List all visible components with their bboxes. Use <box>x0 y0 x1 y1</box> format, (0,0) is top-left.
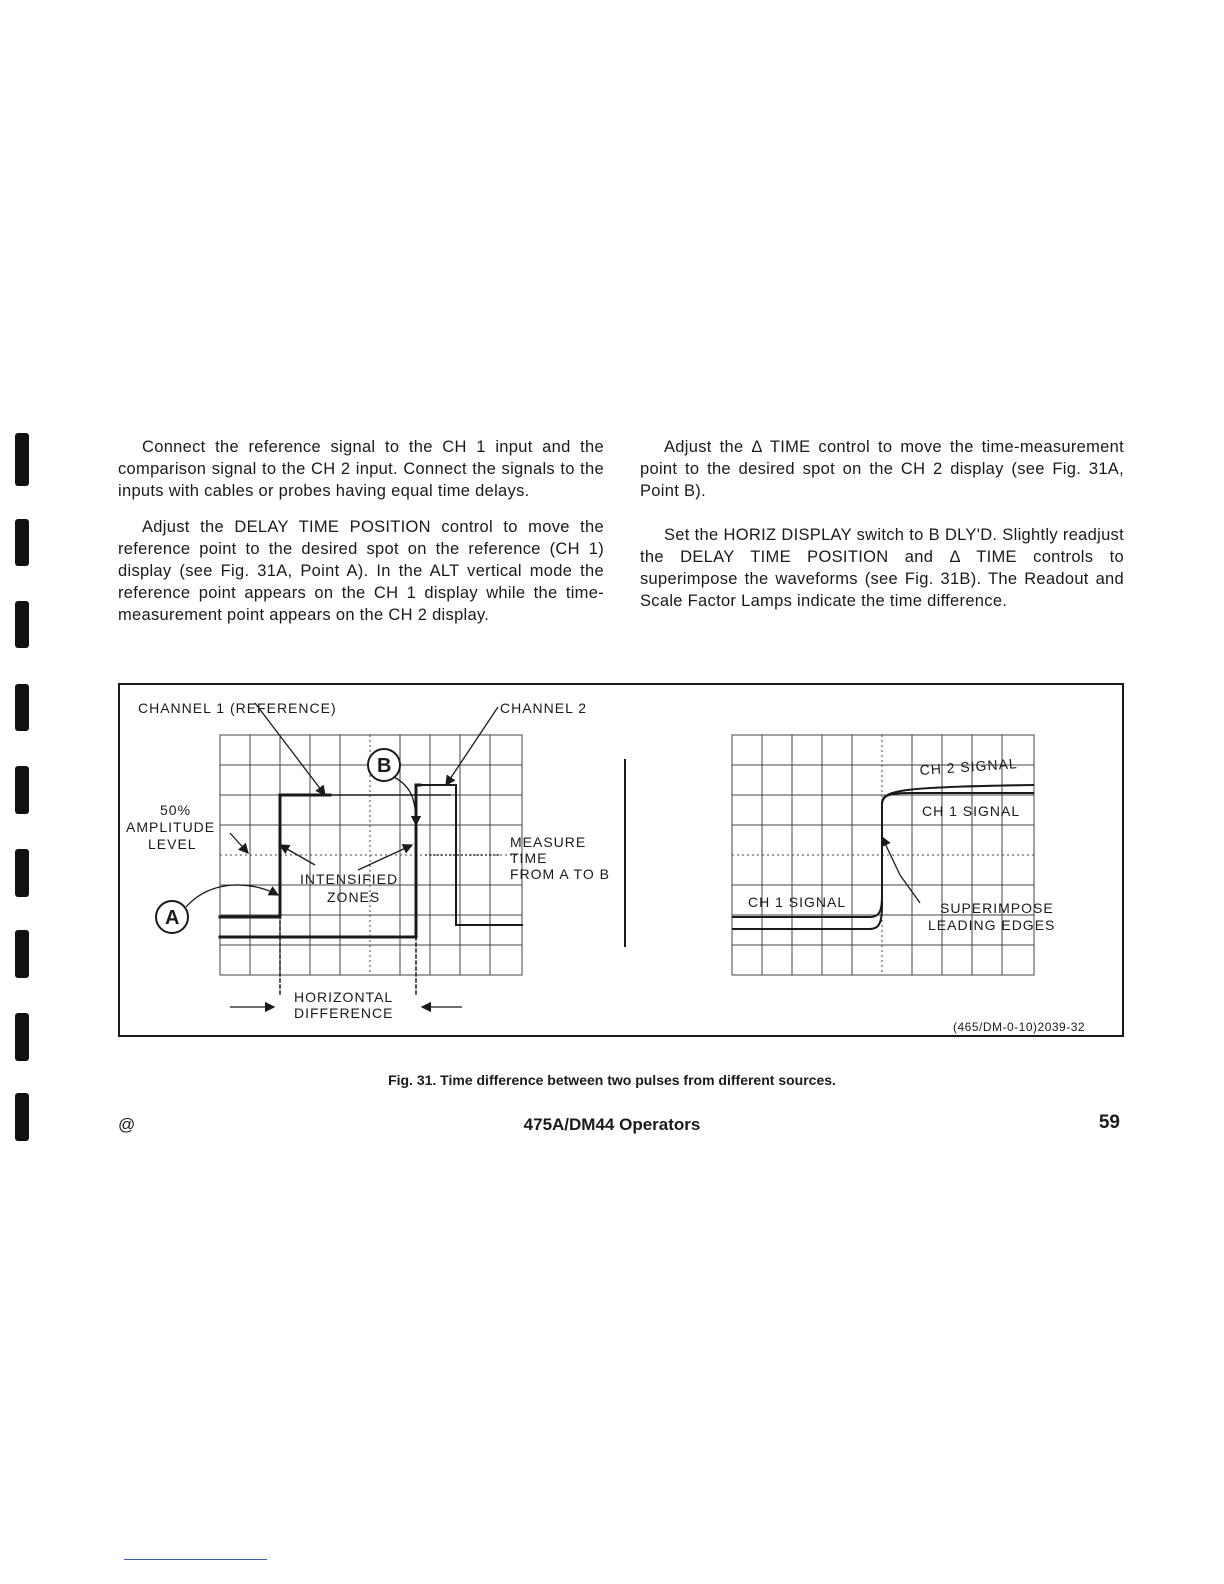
binder-mark <box>15 1013 29 1061</box>
ch1-signal-bottom-label: CH 1 SIGNAL <box>748 894 847 910</box>
amplitude-label-2: AMPLITUDE <box>126 819 216 835</box>
paragraph: Connect the reference signal to the CH 1 input and the comparison signal to the CH 2 input. Connect the signals to the inputs with cables or probes having equal time delays. <box>118 438 604 500</box>
intensified-label-1: INTENSIFIED <box>300 871 399 887</box>
measure-label-3: FROM A TO B <box>510 866 610 882</box>
footer-title: 475A/DM44 Operators <box>523 1115 701 1134</box>
horizontal-label-2: DIFFERENCE <box>294 1005 394 1021</box>
amplitude-label-1: 50% <box>160 802 192 818</box>
figure-caption: Fig. 31. Time difference between two pulses from different sources. <box>388 1072 836 1088</box>
horizontal-label-1: HORIZONTAL <box>294 989 394 1005</box>
figure-svg <box>120 685 1126 1039</box>
paragraph: Set the HORIZ DISPLAY switch to B DLY'D. Slightly readjust the DELAY TIME POSITION and Δ TIME controls to superimpose the waveforms (see Fig. 31B). The Readout and Scale Factor Lamps indicate the time difference. <box>640 526 1124 610</box>
binder-mark <box>15 601 29 648</box>
paragraph: Adjust the Δ TIME control to move the time-measurement point to the desired spot on the CH 2 display (see Fig. 31A, Point B). <box>640 438 1124 500</box>
page-number: 59 <box>1098 1112 1120 1133</box>
measure-label-2: TIME <box>510 850 548 866</box>
binder-mark <box>15 766 29 814</box>
intensified-label-2: ZONES <box>327 889 381 905</box>
left-column <box>118 436 604 640</box>
ch2-signal-label: CH 2 SIGNAL <box>919 755 1019 778</box>
figure-31 <box>118 683 1124 1037</box>
point-b-label: B <box>377 755 392 777</box>
channel1-trace <box>220 795 330 917</box>
ch1-signal-top-label: CH 1 SIGNAL <box>922 803 1021 819</box>
superimpose-label-2: LEADING EDGES <box>928 917 1056 933</box>
point-a-label: A <box>165 907 180 929</box>
binder-mark <box>15 930 29 978</box>
measure-label-1: MEASURE <box>510 834 587 850</box>
amplitude-label-3: LEVEL <box>148 836 197 852</box>
binder-mark <box>15 849 29 897</box>
right-column <box>640 436 1124 626</box>
bottom-rule <box>124 1559 267 1560</box>
figure-code: (465/DM-0-10)2039-32 <box>953 1020 1086 1034</box>
binder-mark <box>15 519 29 566</box>
footer-symbol: @ <box>118 1115 136 1134</box>
left-annotations <box>186 703 500 1007</box>
superimpose-label-1: SUPERIMPOSE <box>940 900 1054 916</box>
channel2-label: CHANNEL 2 <box>500 700 588 716</box>
paragraph: Adjust the DELAY TIME POSITION control to move the reference point to the desired spot on the reference (CH 1) display (see Fig. 31A, Point A). In the ALT vertical mode the reference point appears on the CH 1 display while the time-measurement point appears on the CH 2 display. <box>118 518 604 624</box>
binder-mark <box>15 433 29 486</box>
channel1-label: CHANNEL 1 (REFERENCE) <box>138 700 337 716</box>
binder-mark <box>15 684 29 731</box>
